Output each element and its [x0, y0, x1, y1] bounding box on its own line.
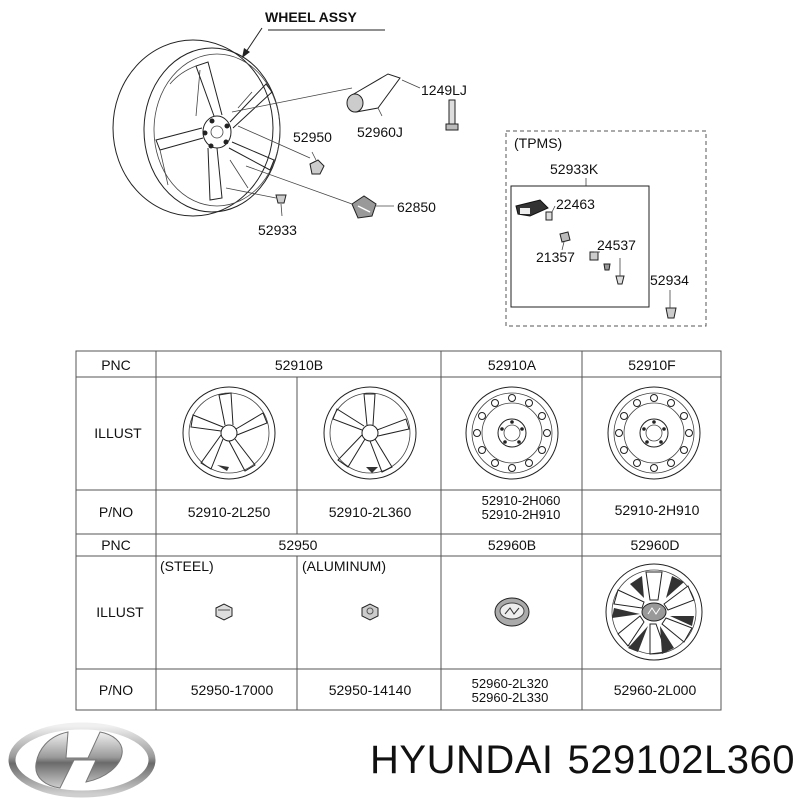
bolt-icon — [446, 100, 458, 130]
pno-cell: 52910-2H910 — [614, 502, 700, 518]
wheel-assy-exploded-view — [113, 9, 467, 238]
tpms-callout-52934: 52934 — [650, 272, 689, 288]
steel-wheel-icon — [608, 387, 700, 479]
pnc-cell: 52910B — [274, 357, 324, 373]
nut-cap-parts-table — [76, 534, 721, 710]
material-note: (ALUMINUM) — [302, 558, 386, 574]
center-cap-icon — [495, 598, 529, 626]
pno-cell: 52910-2H910 — [481, 507, 561, 522]
steel-lug-nut-icon — [216, 604, 232, 620]
leader-line — [281, 204, 282, 216]
pno-cell: 52950-14140 — [328, 682, 412, 698]
pno-cell: 52950-17000 — [190, 682, 274, 698]
washer-icon — [560, 232, 570, 242]
leader-line — [226, 188, 276, 198]
emblem-icon — [352, 196, 376, 218]
leader-line — [312, 152, 316, 160]
valve-cap-icon — [590, 252, 598, 260]
wheel-assy-title: WHEEL ASSY — [265, 9, 357, 25]
aluminum-lug-nut-icon — [362, 604, 378, 620]
brand-name: HYUNDAI — [370, 738, 554, 782]
row-label-pno: P/NO — [98, 682, 134, 698]
pno-cell: 52960-2L320 — [471, 676, 549, 691]
callout-52960j: 52960J — [357, 124, 403, 140]
tpms-callout-24537: 24537 — [597, 237, 636, 253]
steel-wheel-icon — [466, 387, 558, 479]
pno-cell: 52910-2L360 — [328, 504, 412, 520]
pnc-cell: 52910F — [628, 357, 676, 373]
nut-icon — [616, 276, 624, 284]
alloy-wheel-icon — [324, 387, 416, 479]
leader-line — [232, 88, 352, 112]
tpms-callout-22463: 22463 — [556, 196, 595, 212]
valve-core-icon — [604, 264, 610, 270]
pnc-cell: 52910A — [487, 357, 537, 373]
tpms-assy-callout: 52933K — [550, 161, 599, 177]
brand-part-number — [370, 738, 800, 783]
pno-cell: 52910-2H060 — [481, 493, 561, 508]
pno-cell: 52960-2L000 — [613, 682, 697, 698]
callout-52933: 52933 — [258, 222, 297, 238]
pnc-cell: 52950 — [278, 537, 318, 553]
lug-nut-icon — [310, 160, 324, 174]
part-number: 529102L360 — [567, 738, 795, 782]
valve-icon — [276, 195, 286, 203]
callout-1249lj: 1249LJ — [421, 82, 467, 98]
row-label-illust: ILLUST — [94, 425, 142, 441]
wheel-cover-icon — [606, 564, 702, 660]
tpms-box — [506, 131, 706, 326]
tpms-title: (TPMS) — [514, 135, 563, 151]
center-cap-icon — [347, 74, 400, 112]
pnc-cell: 52960D — [630, 537, 680, 553]
title-arrow-icon — [242, 48, 250, 58]
grommet-icon — [546, 212, 552, 220]
material-note: (STEEL) — [160, 558, 214, 574]
leader-line — [402, 80, 420, 88]
row-label-pnc: PNC — [101, 357, 131, 373]
pnc-cell: 52960B — [487, 537, 537, 553]
row-label-pnc: PNC — [101, 537, 131, 553]
hyundai-logo-icon — [8, 720, 156, 800]
callout-62850: 62850 — [397, 199, 436, 215]
callout-52950: 52950 — [293, 129, 332, 145]
pno-cell: 52960-2L330 — [471, 690, 549, 705]
row-label-pno: P/NO — [98, 504, 134, 520]
leader-line — [552, 206, 555, 212]
alloy-wheel-icon — [183, 387, 275, 479]
tpms-sensor-nut-icon — [666, 308, 676, 318]
wheel-parts-table — [76, 351, 721, 534]
tpms-sensor-icon — [516, 200, 548, 216]
tpms-callout-21357: 21357 — [536, 249, 575, 265]
row-label-illust: ILLUST — [96, 604, 144, 620]
pno-cell: 52910-2L250 — [187, 504, 271, 520]
wheel-illustration-icon — [113, 40, 280, 216]
title-leader-line — [246, 28, 262, 52]
leader-line — [378, 108, 382, 116]
